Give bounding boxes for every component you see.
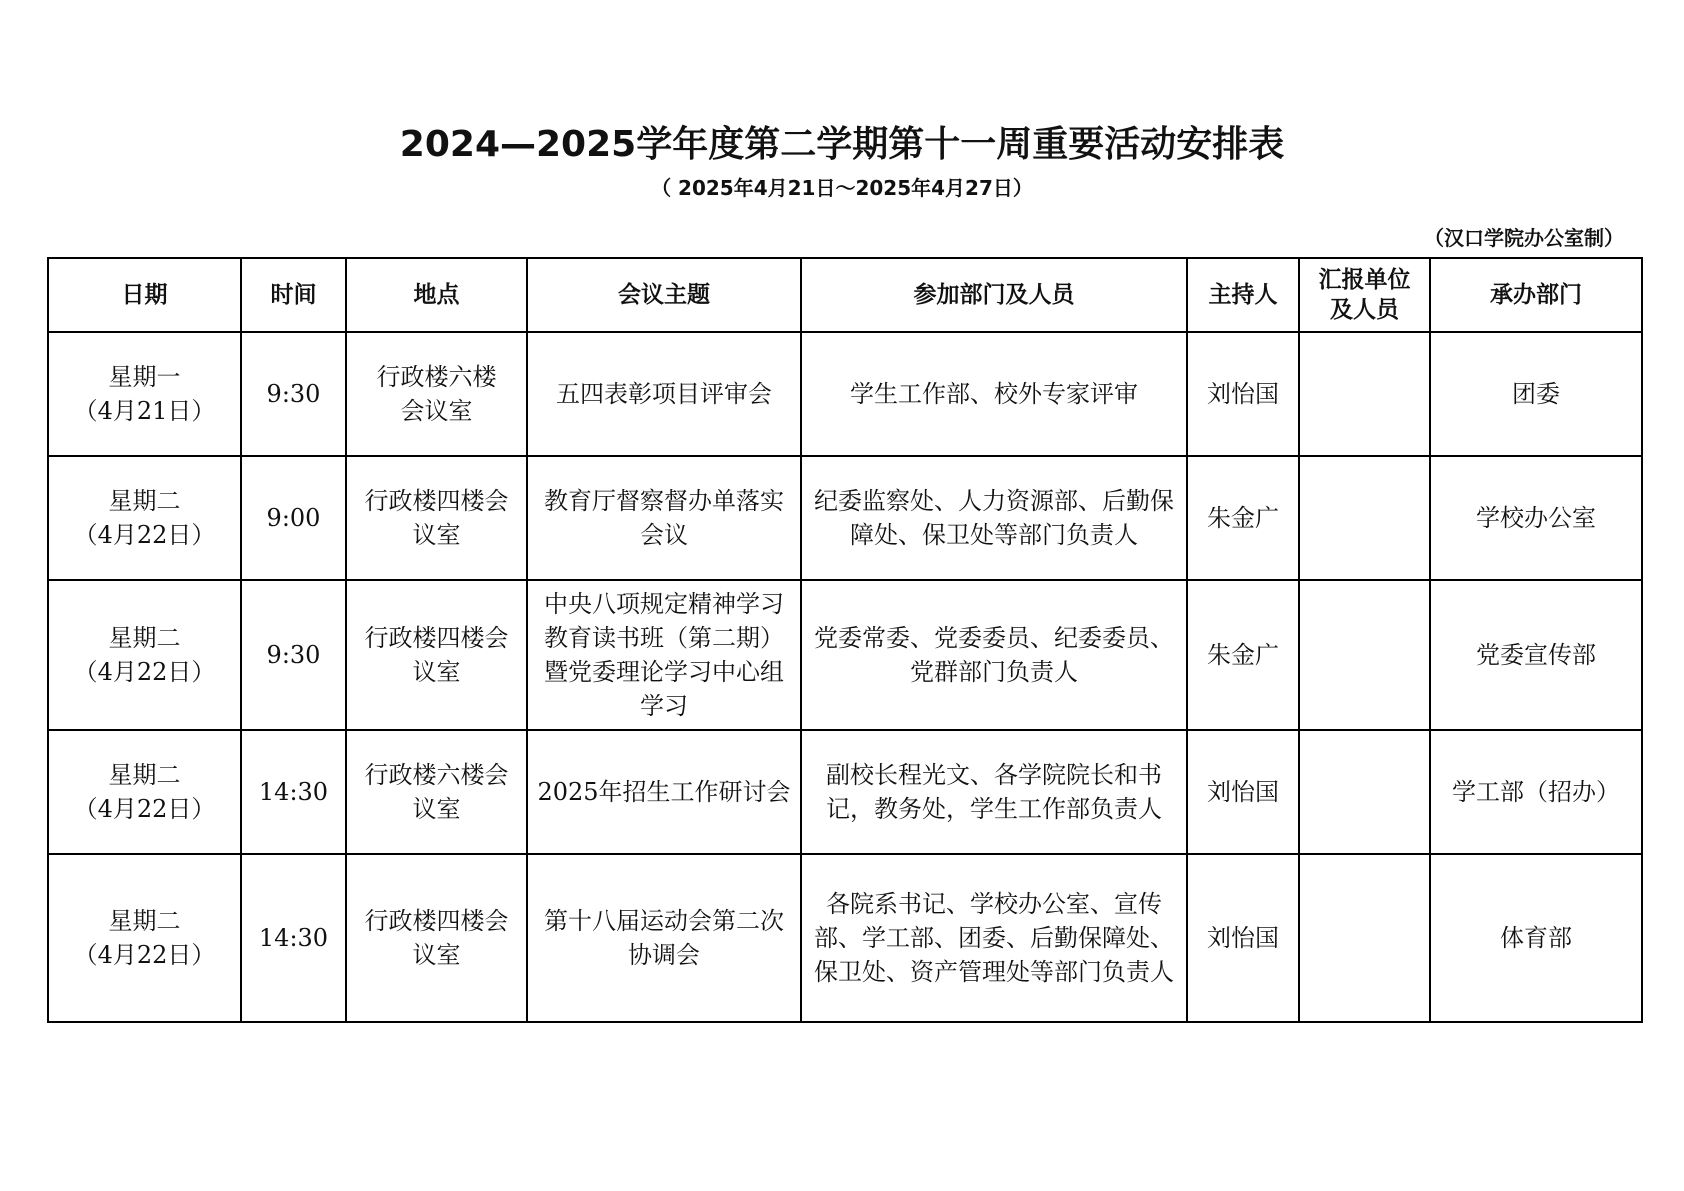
host-cell: 朱金广: [1187, 456, 1299, 580]
location-cell: 行政楼四楼会议室: [346, 456, 527, 580]
topic-cell: 2025年招生工作研讨会: [527, 730, 801, 854]
date-text: （4月22日）: [73, 795, 216, 823]
table-row: [48, 730, 1642, 854]
location-cell: 行政楼六楼会议室: [346, 730, 527, 854]
organizer-cell: 体育部: [1430, 854, 1642, 1022]
weekday-text: 星期二: [108, 624, 181, 652]
location-cell: 行政楼四楼会议室: [346, 854, 527, 1022]
date-cell: [48, 456, 241, 580]
table-row: [48, 456, 1642, 580]
organizer-cell: 学工部（招办）: [1430, 730, 1642, 854]
time-cell: 14:30: [241, 854, 346, 1022]
topic-cell: 中央八项规定精神学习教育读书班（第二期）暨党委理论学习中心组学习: [527, 580, 801, 730]
time-cell: 14:30: [241, 730, 346, 854]
time-cell: 9:30: [241, 332, 346, 456]
time-cell: 9:00: [241, 456, 346, 580]
host-cell: 朱金广: [1187, 580, 1299, 730]
header-time: 时间: [241, 258, 346, 332]
participants-cell: 党委常委、党委委员、纪委委员、党群部门负责人: [801, 580, 1187, 730]
participants-cell: 纪委监察处、人力资源部、后勤保障处、保卫处等部门负责人: [801, 456, 1187, 580]
organizer-cell: 学校办公室: [1430, 456, 1642, 580]
location-cell: 行政楼四楼会议室: [346, 580, 527, 730]
header-location: 地点: [346, 258, 527, 332]
page-title: 2024—2025学年度第二学期第十一周重要活动安排表: [399, 124, 1285, 165]
topic-cell: 第十八届运动会第二次协调会: [527, 854, 801, 1022]
reporter-cell: [1299, 332, 1430, 456]
reporter-cell: [1299, 456, 1430, 580]
participants-cell: 各院系书记、学校办公室、宣传部、学工部、团委、后勤保障处、保卫处、资产管理处等部门负责人: [801, 854, 1187, 1022]
location-cell: 行政楼六楼会议室: [346, 332, 527, 456]
reporter-cell: [1299, 854, 1430, 1022]
topic-cell: 五四表彰项目评审会: [527, 332, 801, 456]
organizer-cell: 党委宣传部: [1430, 580, 1642, 730]
date-text: （4月22日）: [73, 521, 216, 549]
date-cell: [48, 580, 241, 730]
reporter-cell: [1299, 730, 1430, 854]
date-range: （ 2025年4月21日～2025年4月27日）: [651, 176, 1033, 200]
table-row: [48, 854, 1642, 1022]
table-row: [48, 332, 1642, 456]
date-text: （4月21日）: [73, 397, 216, 425]
table-row: [48, 580, 1642, 730]
weekday-text: 星期二: [108, 907, 181, 935]
host-cell: 刘怡国: [1187, 854, 1299, 1022]
weekday-text: 星期一: [108, 363, 181, 391]
table-header-row: [48, 258, 1642, 332]
date-cell: [48, 730, 241, 854]
header-topic: 会议主题: [527, 258, 801, 332]
date-text: （4月22日）: [73, 941, 216, 969]
date-cell: [48, 332, 241, 456]
topic-cell: 教育厅督察督办单落实会议: [527, 456, 801, 580]
header-host: 主持人: [1187, 258, 1299, 332]
reporter-cell: [1299, 580, 1430, 730]
header-date: 日期: [48, 258, 241, 332]
weekday-text: 星期二: [108, 761, 181, 789]
weekday-text: 星期二: [108, 487, 181, 515]
header-participants: 参加部门及人员: [801, 258, 1187, 332]
time-cell: 9:30: [241, 580, 346, 730]
issuer-label: （汉口学院办公室制）: [1424, 226, 1624, 250]
schedule-table: [47, 257, 1643, 1023]
header-organizer: 承办部门: [1430, 258, 1642, 332]
date-cell: [48, 854, 241, 1022]
header-reporter: 汇报单位及人员: [1299, 258, 1430, 332]
organizer-cell: 团委: [1430, 332, 1642, 456]
participants-cell: 副校长程光文、各学院院长和书记，教务处，学生工作部负责人: [801, 730, 1187, 854]
participants-cell: 学生工作部、校外专家评审: [801, 332, 1187, 456]
host-cell: 刘怡国: [1187, 730, 1299, 854]
host-cell: 刘怡国: [1187, 332, 1299, 456]
date-text: （4月22日）: [73, 658, 216, 686]
